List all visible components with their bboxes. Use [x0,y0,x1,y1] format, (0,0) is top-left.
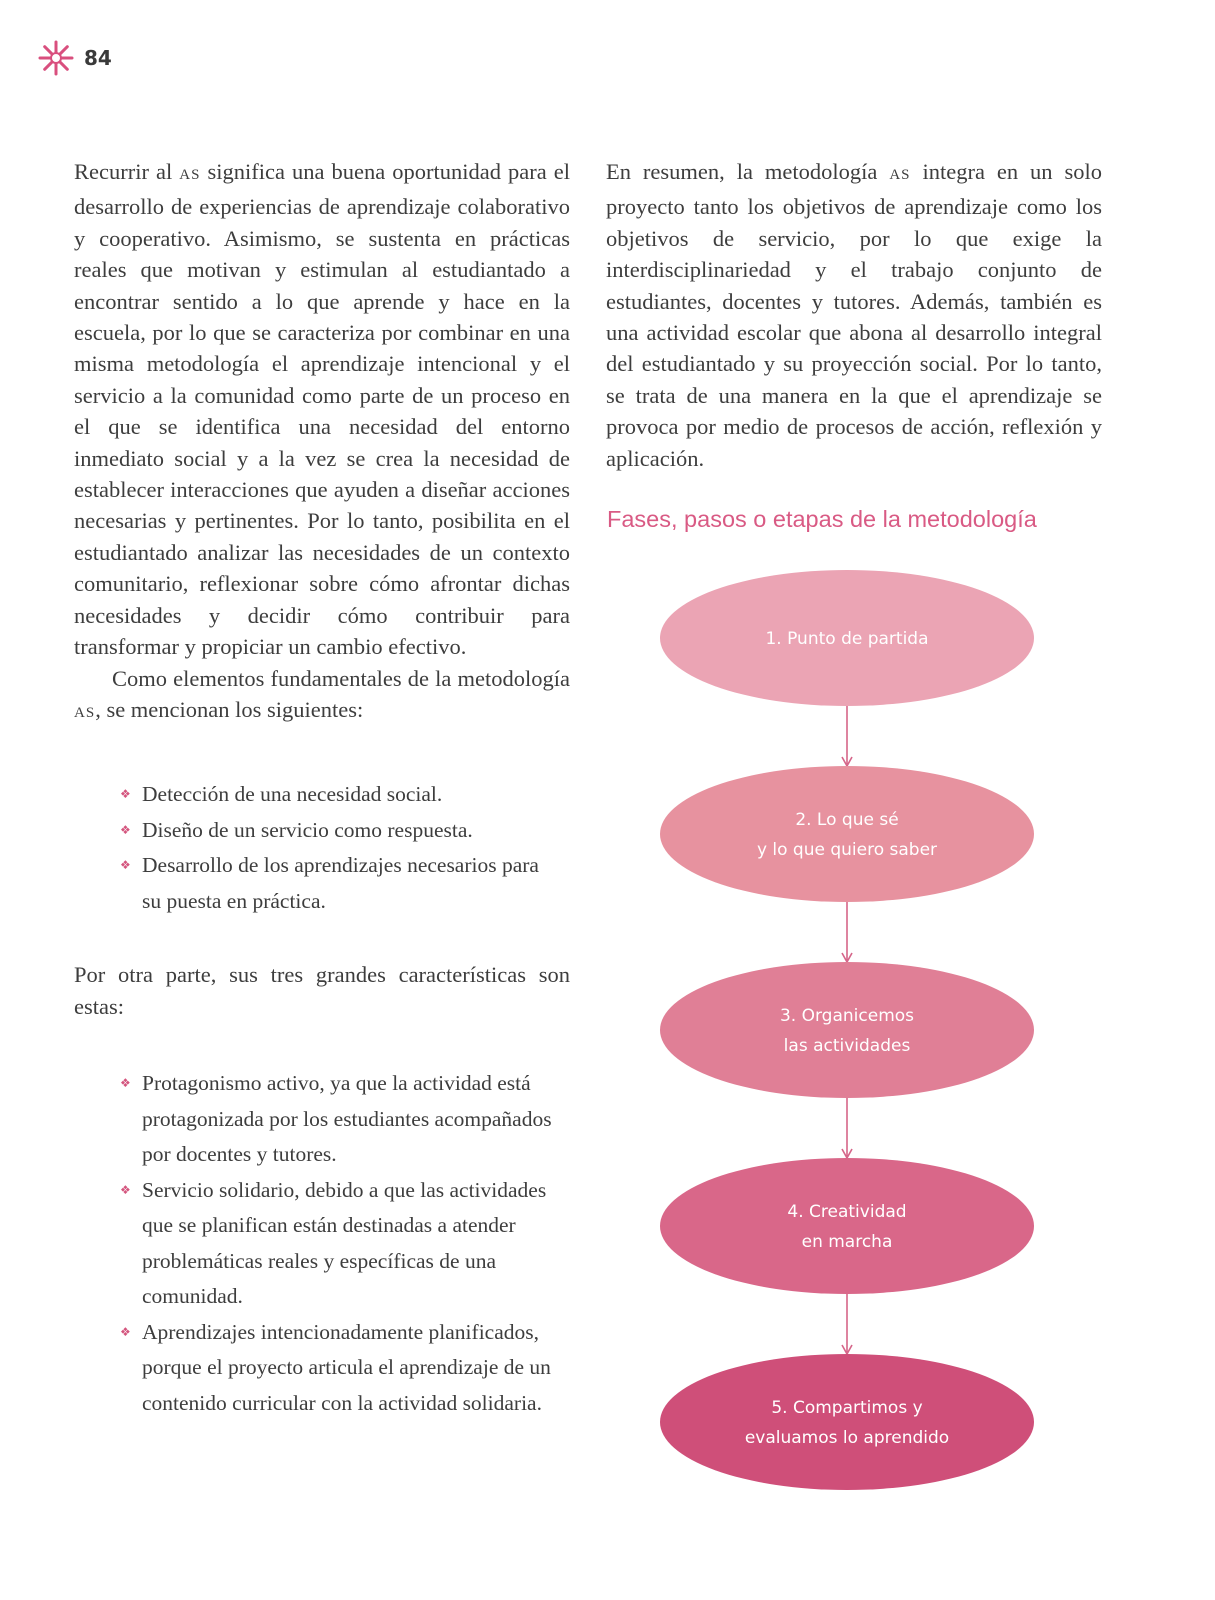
phase-4-oval [660,1158,1034,1294]
phase-5-oval [660,1354,1034,1490]
elements-intro-paragraph: Como elementos fundamentales de la metodología AS, se mencionan los siguientes: [74,665,570,722]
list-item: ❖ Diseño de un servicio como respuesta. [142,813,570,849]
page-number: 84 [84,46,112,70]
phase-4-label: en marcha [801,1232,893,1252]
left-column [74,156,570,1421]
phase-4-label: 4. Creatividad [787,1202,907,1222]
phase-2-oval [660,766,1034,902]
phase-3-oval [660,962,1034,1098]
elements-list [74,777,570,919]
phase-1-label: 1. Punto de partida [765,629,929,649]
phase-2-label: y lo que quiero saber [756,840,938,860]
section-heading: Fases, pasos o etapas de la metodología [607,506,1037,532]
phases-flowchart [660,570,1040,1500]
summary-paragraph: En resumen, la metodología AS integra en un solo proyecto tanto los objetivos de aprendizaje como los objetivos de servicio, por lo que exige la interdisciplinariedad y el trabajo conjunto de estudiantes, docentes y tutores. Además, también es una actividad escolar que abona al desarrollo integral del estudiantado y su proyección social. Por lo tanto, se trata de una manera en la que el aprendizaje se provoca por medio de procesos de acción, reflexión y aplicación. [606,159,1102,471]
list-item: ❖ Aprendizajes intencionadamente planificados, porque el proyecto articula el aprendizaje de un contenido curricular con la actividad solidaria. [142,1315,570,1422]
intro-paragraph: Recurrir al AS significa una buena oportunidad para el desarrollo de experiencias de aprendizaje colaborativo y cooperativo. Asimismo, se sustenta en prácticas reales que motivan y estimulan al estudiantado a encontrar sentido a lo que aprende y hace en la escuela, por lo que se caracteriza por combinar en una misma metodología el aprendizaje intencional y el servicio a la comunidad como parte de un proceso en el que se identifica una necesidad del entorno inmediato social y a la vez se crea la necesidad de establecer interacciones que ayuden a diseñar acciones necesarias y pertinentes. Por lo tanto, posibilita en el estudiantado analizar las necesidades de un contexto comunitario, reflexionar sobre cómo afrontar dichas necesidades y decidir cómo contribuir para transformar y propiciar un cambio efectivo. [74,159,570,660]
page-header [36,38,112,78]
list-item: ❖ Detección de una necesidad social. [142,777,570,813]
asterisk-flower-icon [36,38,76,78]
list-item: ❖ Desarrollo de los aprendizajes necesarios para su puesta en práctica. [142,848,570,919]
characteristics-list [74,1066,570,1421]
phase-5-label: 5. Compartimos y [771,1398,923,1418]
phase-5-label: evaluamos lo aprendido [744,1428,950,1448]
list-item: ❖ Servicio solidario, debido a que las actividades que se planifican están destinadas a atender problemáticas reales y específicas de una comunidad. [142,1173,570,1315]
list-item: ❖ Protagonismo activo, ya que la actividad está protagonizada por los estudiantes acompañados por docentes y tutores. [142,1066,570,1173]
phase-2-label: 2. Lo que sé [795,810,899,830]
characteristics-intro-paragraph: Por otra parte, sus tres grandes características son estas: [74,962,570,1019]
phase-3-label: 3. Organicemos [779,1006,915,1026]
right-column [606,156,1102,474]
phase-3-label: las actividades [783,1036,911,1056]
